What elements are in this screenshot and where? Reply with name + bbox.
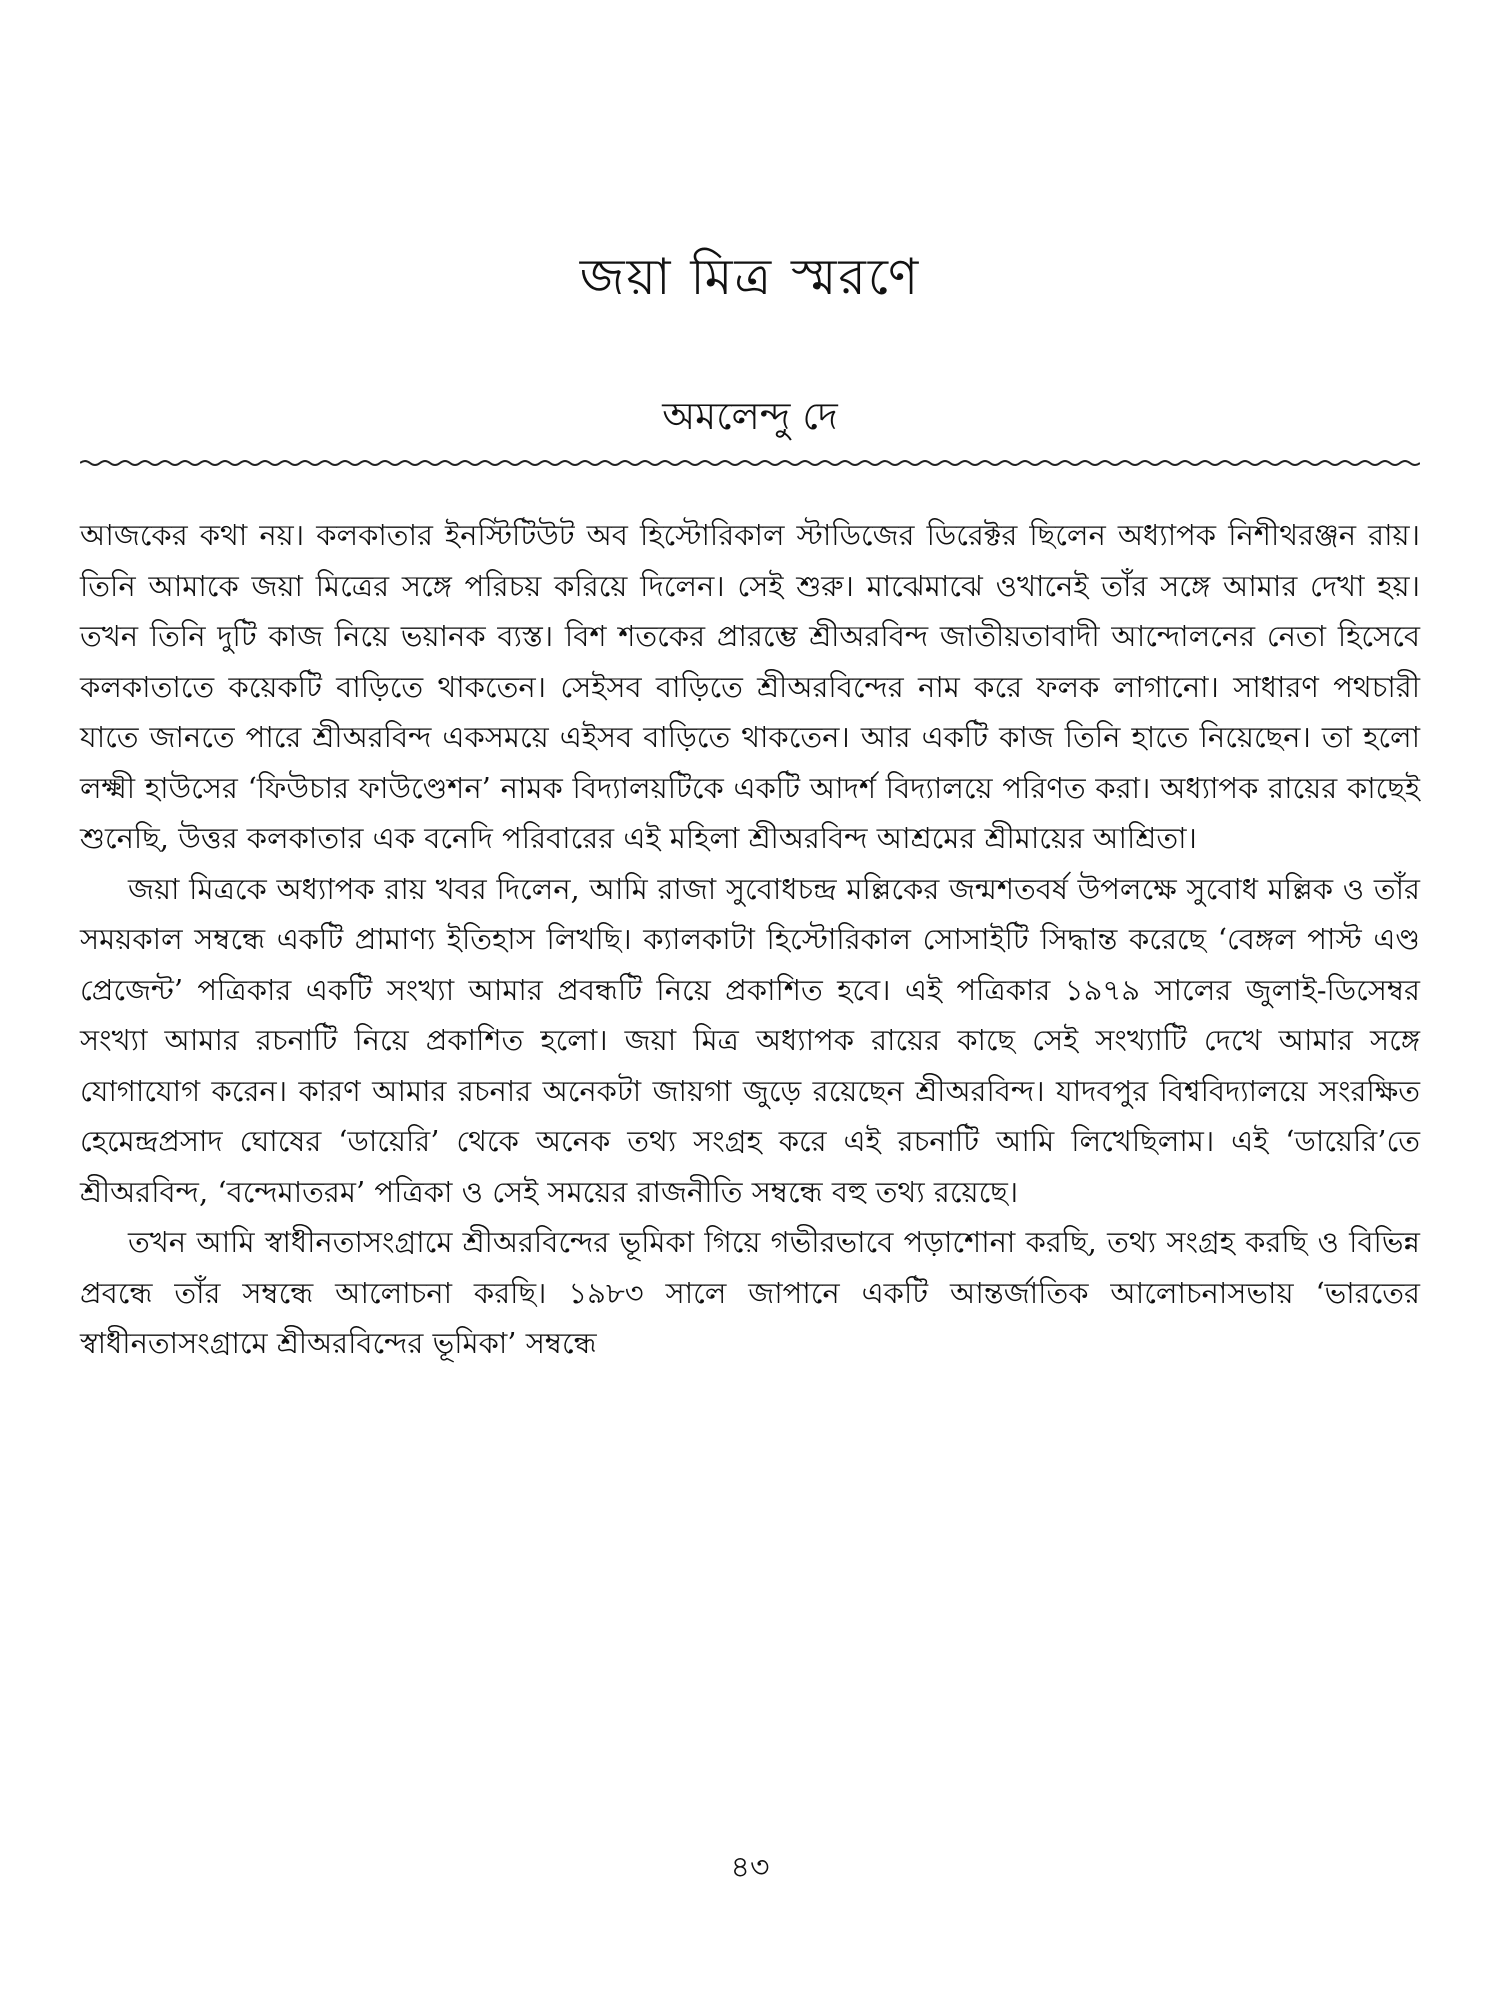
article-body xyxy=(80,510,1420,1369)
page-number: ৪৩ xyxy=(730,1850,770,1885)
paragraph-1: আজকের কথা নয়। কলকাতার ইনস্টিটিউট অব হিস্টোরিকাল স্টাডিজের ডিরেক্টর ছিলেন অধ্যাপক নিশীথরঞ্জন রায়। তিনি আমাকে জয়া মিত্রের সঙ্গে পরিচয় করিয়ে দিলেন। সেই শুরু। মাঝেমাঝে ওখানেই তাঁর সঙ্গে আমার দেখা হয়। তখন তিনি দুটি কাজ নিয়ে ভয়ানক ব্যস্ত। বিশ শতকের প্রারম্ভে শ্রীঅরবিন্দ জাতীয়তাবাদী আন্দোলনের নেতা হিসেবে কলকাতাতে কয়েকটি বাড়িতে থাকতেন। সেইসব বাড়িতে শ্রীঅরবিন্দের নাম করে ফলক লাগানো। সাধারণ পথচারী যাতে জানতে পারে শ্রীঅরবিন্দ একসময়ে এইসব বাড়িতে থাকতেন। আর একটি কাজ তিনি হাতে নিয়েছেন। তা হলো লক্ষ্মী হাউসের ‘ফিউচার ফাউণ্ডেশন’ নামক বিদ্যালয়টিকে একটি আদর্শ বিদ্যালয়ে পরিণত করা। অধ্যাপক রায়ের কাছেই শুনেছি, উত্তর কলকাতার এক বনেদি পরিবারের এই মহিলা শ্রীঅরবিন্দ আশ্রমের শ্রীমায়ের আশ্রিতা। xyxy=(80,518,1420,855)
author-name: অমলেন্দু দে xyxy=(662,394,838,438)
wavy-divider xyxy=(80,456,1420,470)
chapter-title: জয়া মিত্র স্মরণে xyxy=(579,248,921,306)
paragraph-3: তখন আমি স্বাধীনতাসংগ্রামে শ্রীঅরবিন্দের ভূমিকা গিয়ে গভীরভাবে পড়াশোনা করছি, তথ্য সংগ্রহ করছি ও বিভিন্ন প্রবন্ধে তাঁর সম্বন্ধে আলোচনা করছি। ১৯৮৩ সালে জাপানে একটি আন্তর্জাতিক আলোচনাসভায় ‘ভারতের স্বাধীনতাসংগ্রামে শ্রীঅরবিন্দের ভূমিকা’ সম্বন্ধে xyxy=(80,1225,1420,1360)
paragraph-2: জয়া মিত্রকে অধ্যাপক রায় খবর দিলেন, আমি রাজা সুবোধচন্দ্র মল্লিকের জন্মশতবর্ষ উপলক্ষে সুবোধ মল্লিক ও তাঁর সময়কাল সম্বন্ধে একটি প্রামাণ্য ইতিহাস লিখছি। ক্যালকাটা হিস্টোরিকাল সোসাইটি সিদ্ধান্ত করেছে ‘বেঙ্গল পাস্ট এণ্ড প্রেজেন্ট’ পত্রিকার একটি সংখ্যা আমার প্রবন্ধটি নিয়ে প্রকাশিত হবে। এই পত্রিকার ১৯৭৯ সালের জুলাই-ডিসেম্বর সংখ্যা আমার রচনাটি নিয়ে প্রকাশিত হলো। জয়া মিত্র অধ্যাপক রায়ের কাছে সেই সংখ্যাটি দেখে আমার সঙ্গে যোগাযোগ করেন। কারণ আমার রচনার অনেকটা জায়গা জুড়ে রয়েছেন শ্রীঅরবিন্দ। যাদবপুর বিশ্ববিদ্যালয়ে সংরক্ষিত হেমেন্দ্রপ্রসাদ ঘোষের ‘ডায়েরি’ থেকে অনেক তথ্য সংগ্রহ করে এই রচনাটি আমি লিখেছিলাম। এই ‘ডায়েরি’তে শ্রীঅরবিন্দ, ‘বন্দেমাতরম’ পত্রিকা ও সেই সময়ের রাজনীতি সম্বন্ধে বহু তথ্য রয়েছে। xyxy=(80,871,1420,1209)
